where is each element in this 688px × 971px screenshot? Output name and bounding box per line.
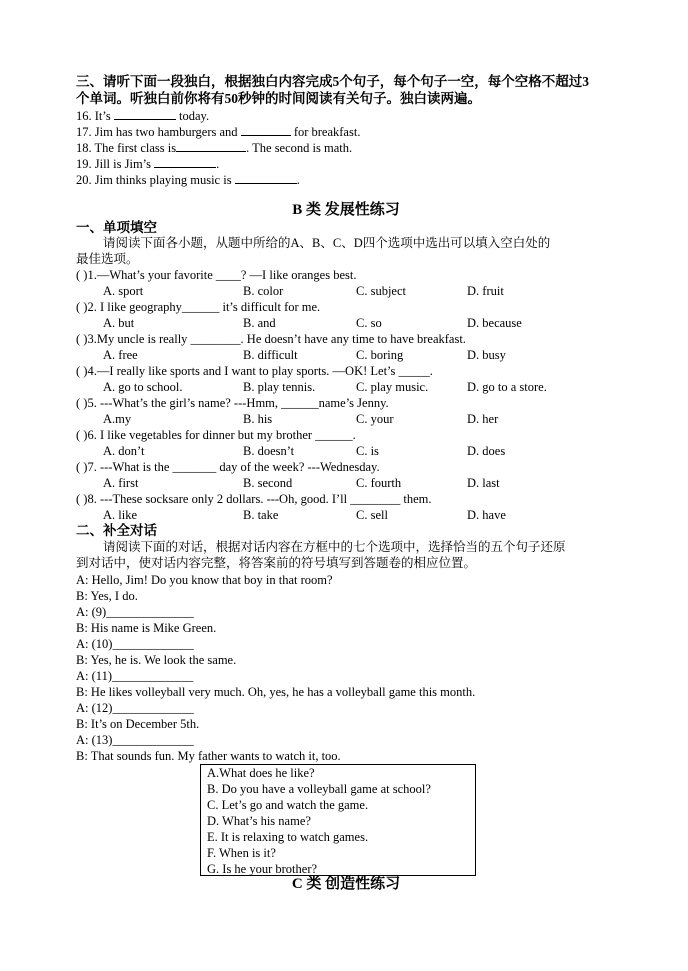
question-5-option-b[interactable]: B. his <box>243 412 273 426</box>
dialogue-line: A: (13)_____________ <box>76 733 194 747</box>
question-16-text-end: today. <box>175 109 210 123</box>
question-1-option-b[interactable]: B. color <box>243 284 284 298</box>
question-18-text-end: . The second is math. <box>246 141 353 155</box>
dialogue-line: B: It’s on December 5th. <box>76 717 200 731</box>
question-6-stem: ( )6. I like vegetables for dinner but my brother ______. <box>76 428 356 442</box>
question-6-option-d[interactable]: D. does <box>467 444 506 458</box>
part2-heading: 二、补全对话 <box>76 523 157 538</box>
question-18-text: 18. The first class is <box>76 141 177 155</box>
option-a: A.What does he like? <box>207 766 315 780</box>
option-e: E. It is relaxing to watch games. <box>207 830 369 844</box>
question-19-text: 19. Jill is Jim’s <box>76 157 155 171</box>
question-8-option-c[interactable]: C. sell <box>356 508 388 522</box>
question-2-stem: ( )2. I like geography______ it’s difficult for me. <box>76 300 321 314</box>
dialogue-line: A: (10)_____________ <box>76 637 194 651</box>
part2-instruction-line1: 请阅读下面的对话，根据对话内容在方框中的七个选项中，选择恰当的五个句子还原 <box>103 540 566 554</box>
option-d: D. What’s his name? <box>207 814 311 828</box>
question-2-option-d[interactable]: D. because <box>467 316 522 330</box>
question-3-stem: ( )3.My uncle is really ________. He doesn’t have any time to have breakfast. <box>76 332 466 346</box>
question-3-option-c[interactable]: C. boring <box>356 348 404 362</box>
dialogue-line: A: (11)_____________ <box>76 669 194 683</box>
question-4-option-a[interactable]: A. go to school. <box>103 380 183 394</box>
question-2-option-b[interactable]: B. and <box>243 316 276 330</box>
question-2-option-c[interactable]: C. so <box>356 316 382 330</box>
answer-blank[interactable] <box>176 140 246 152</box>
options-box <box>200 764 476 876</box>
question-17-text-end: for breakfast. <box>290 125 361 139</box>
question-7-option-d[interactable]: D. last <box>467 476 500 490</box>
question-16 <box>76 108 209 124</box>
dialogue-line: A: Hello, Jim! Do you know that boy in that room? <box>76 573 333 587</box>
question-8-option-d[interactable]: D. have <box>467 508 506 522</box>
question-19 <box>76 156 219 172</box>
answer-blank[interactable] <box>154 156 216 168</box>
question-5-stem: ( )5. ---What’s the girl’s name? ---Hmm, ______name’s Jenny. <box>76 396 389 410</box>
section-b-title: B 类 发展性练习 <box>292 202 400 218</box>
question-8-option-a[interactable]: A. like <box>103 508 138 522</box>
question-7-option-a[interactable]: A. first <box>103 476 139 490</box>
question-1-stem: ( )1.—What’s your favorite ____? —I like oranges best. <box>76 268 357 282</box>
part1-instruction-line2: 最佳选项。 <box>76 252 139 266</box>
question-20-text: 20. Jim thinks playing music is <box>76 173 235 187</box>
question-7-stem: ( )7. ---What is the _______ day of the week? ---Wednesday. <box>76 460 380 474</box>
question-4-stem: ( )4.—I really like sports and I want to play sports. —OK! Let’s _____. <box>76 364 433 378</box>
question-4-option-b[interactable]: B. play tennis. <box>243 380 316 394</box>
section-c-title: C 类 创造性练习 <box>291 876 401 892</box>
option-b: B. Do you have a volleyball game at school? <box>207 782 431 796</box>
question-4-option-d[interactable]: D. go to a store. <box>467 380 547 394</box>
question-8-stem: ( )8. ---These socksare only 2 dollars. ---Oh, good. I’ll ________ them. <box>76 492 432 506</box>
question-5-option-c[interactable]: C. your <box>356 412 394 426</box>
question-20 <box>76 172 300 188</box>
question-6-option-b[interactable]: B. doesn’t <box>243 444 295 458</box>
question-18 <box>76 140 352 156</box>
part1-heading: 一、单项填空 <box>76 220 157 235</box>
answer-blank[interactable] <box>241 124 291 136</box>
question-5-option-a[interactable]: A.my <box>103 412 132 426</box>
section3-heading-line2: 个单词。听独白前你将有50秒钟的时间阅读有关句子。独白读两遍。 <box>76 91 481 106</box>
question-16-text: 16. It’s <box>76 109 114 123</box>
question-17-text: 17. Jim has two hamburgers and <box>76 125 241 139</box>
option-f: F. When is it? <box>207 846 276 860</box>
dialogue-line: A: (9)______________ <box>76 605 194 619</box>
question-1-option-d[interactable]: D. fruit <box>467 284 504 298</box>
question-2-option-a[interactable]: A. but <box>103 316 135 330</box>
dialogue-line: B: He likes volleyball very much. Oh, yes, he has a volleyball game this month. <box>76 685 476 699</box>
question-6-option-a[interactable]: A. don’t <box>103 444 145 458</box>
option-c: C. Let’s go and watch the game. <box>207 798 369 812</box>
question-3-option-d[interactable]: D. busy <box>467 348 506 362</box>
question-19-text-end: . <box>216 157 220 171</box>
part2-instruction-line2: 到对话中，使对话内容完整，将答案前的符号填写到答题卷的相应位置。 <box>76 556 477 570</box>
question-7-option-c[interactable]: C. fourth <box>356 476 402 490</box>
question-17 <box>76 124 360 140</box>
question-8-option-b[interactable]: B. take <box>243 508 279 522</box>
question-3-option-a[interactable]: A. free <box>103 348 138 362</box>
section3-heading-line1: 三、请听下面一段独白，根据独白内容完成5个句子，每个句子一空，每个空格不超过3 <box>76 74 589 89</box>
dialogue-line: B: Yes, he is. We look the same. <box>76 653 237 667</box>
dialogue-line: A: (12)_____________ <box>76 701 194 715</box>
part1-instruction-line1: 请阅读下面各小题，从题中所给的A、B、C、D四个选项中选出可以填入空白处的 <box>103 236 551 250</box>
answer-blank[interactable] <box>235 172 297 184</box>
question-20-text-end: . <box>296 173 300 187</box>
question-6-option-c[interactable]: C. is <box>356 444 379 458</box>
question-1-option-c[interactable]: C. subject <box>356 284 406 298</box>
dialogue-line: B: Yes, I do. <box>76 589 138 603</box>
dialogue-line: B: That sounds fun. My father wants to watch it, too. <box>76 749 341 763</box>
question-7-option-b[interactable]: B. second <box>243 476 293 490</box>
answer-blank[interactable] <box>114 108 176 120</box>
question-1-option-a[interactable]: A. sport <box>103 284 144 298</box>
dialogue-line: B: His name is Mike Green. <box>76 621 217 635</box>
question-4-option-c[interactable]: C. play music. <box>356 380 429 394</box>
question-5-option-d[interactable]: D. her <box>467 412 499 426</box>
option-g: G. Is he your brother? <box>207 862 318 876</box>
question-3-option-b[interactable]: B. difficult <box>243 348 298 362</box>
